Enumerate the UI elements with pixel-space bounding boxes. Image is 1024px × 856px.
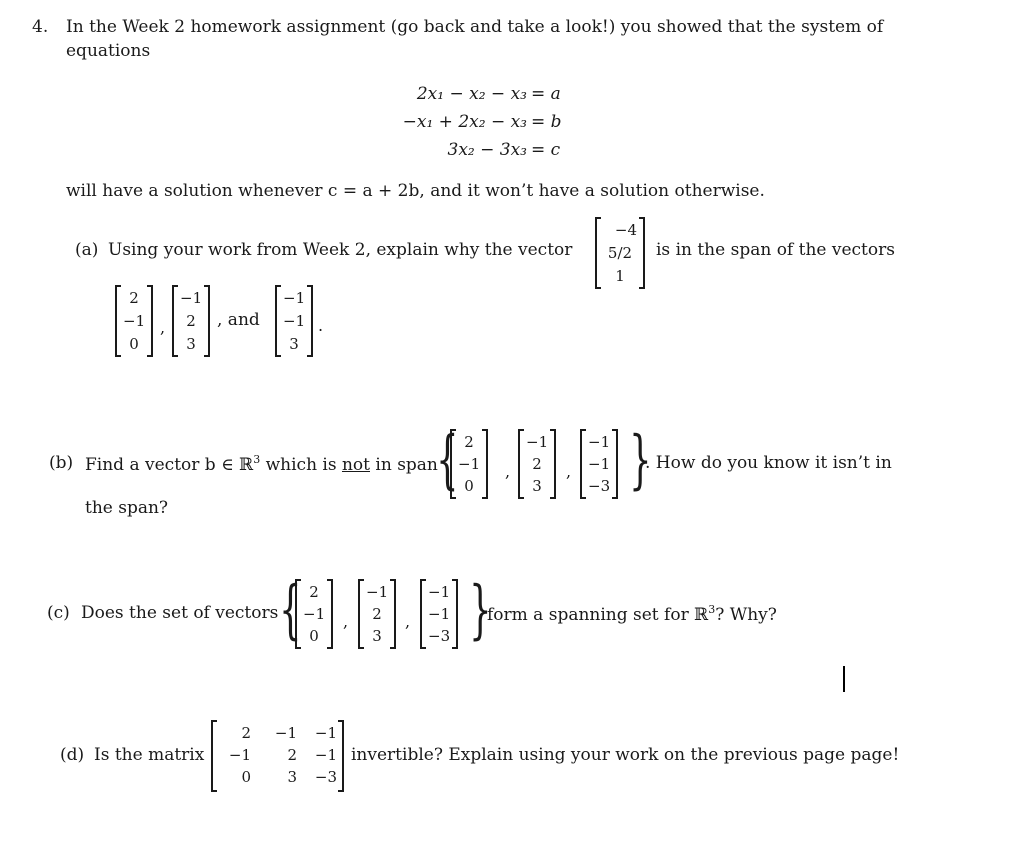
- vector-entry: 3: [186, 335, 196, 353]
- problem-intro-line1: In the Week 2 homework assignment (go back and take a look!) you showed that the system of: [66, 17, 884, 37]
- vector-entry: −1: [588, 433, 611, 451]
- matrix-entry: 2: [241, 724, 251, 742]
- open-brace: {: [279, 573, 302, 647]
- equation-1-lhs: 2x₁ − x₂ − x₃: [416, 84, 527, 104]
- target-vector-entry: −4: [614, 221, 637, 239]
- part-a-text-after: is in the span of the vectors: [656, 240, 895, 260]
- vector-entry: 3: [289, 335, 299, 353]
- comma: ,: [566, 462, 572, 481]
- c-vector-1: [295, 580, 333, 648]
- part-b-label: (b): [49, 453, 74, 473]
- exponent: 3: [253, 453, 261, 466]
- matrix-entry: 0: [241, 768, 251, 786]
- close-brace: }: [629, 423, 652, 497]
- equation-2-rhs: = b: [531, 112, 562, 132]
- part-a-label: (a): [75, 240, 99, 260]
- vector-entry: 0: [129, 335, 139, 353]
- part-b-text-after: . How do you know it isn’t in: [645, 453, 892, 473]
- part-d-text-before: Is the matrix: [94, 745, 205, 765]
- period: .: [318, 316, 324, 335]
- and-text: , and: [217, 310, 260, 330]
- problem-number: 4.: [32, 17, 49, 37]
- text: ? Why?: [715, 605, 777, 625]
- vector-entry: −1: [526, 433, 549, 451]
- part-d-label: (d): [60, 745, 85, 765]
- c-vector-2: [358, 580, 396, 648]
- matrix-entry: −1: [274, 724, 297, 742]
- target-vector: [595, 218, 645, 288]
- vector-entry: −1: [123, 312, 146, 330]
- equation-1-rhs: = a: [531, 84, 561, 104]
- vector-entry: −3: [588, 477, 611, 495]
- close-brace: }: [469, 573, 492, 647]
- b-vector-1: [450, 430, 488, 498]
- b-vector-3: [580, 430, 618, 498]
- part-c-label: (c): [47, 603, 70, 623]
- open-brace: {: [436, 423, 459, 497]
- vector-entry: −1: [458, 455, 481, 473]
- part-c-text-before: Does the set of vectors: [81, 603, 279, 623]
- vector-entry: −1: [588, 455, 611, 473]
- b-vector-2: [518, 430, 556, 498]
- span-vector-3: [275, 286, 313, 356]
- vector-entry: 2: [372, 605, 382, 623]
- vector-entry: 2: [309, 583, 319, 601]
- vector-entry: 2: [532, 455, 542, 473]
- coefficient-matrix: [211, 721, 344, 791]
- matrix-entry: −3: [314, 768, 337, 786]
- vector-entry: −1: [303, 605, 326, 623]
- matrix-entry: −1: [314, 724, 337, 742]
- part-d-text-after: invertible? Explain using your work on the previous page page!: [351, 745, 900, 765]
- target-vector-entry: 1: [615, 267, 625, 285]
- part-c-text-after: [487, 603, 777, 625]
- vector-entry: 3: [532, 477, 542, 495]
- text: Find a vector b ∈ ℝ: [85, 455, 254, 475]
- part-b-text: [85, 453, 438, 475]
- text-cursor: [843, 666, 845, 692]
- problem-intro-line2: equations: [66, 41, 151, 61]
- matrix-entry: 2: [287, 746, 297, 764]
- vector-entry: −1: [428, 583, 451, 601]
- target-vector-entry: 5/2: [607, 244, 633, 262]
- vector-entry: 2: [129, 289, 139, 307]
- c-vector-3: [420, 580, 458, 648]
- vector-entry: −3: [428, 627, 451, 645]
- matrix-entry: 3: [287, 768, 297, 786]
- vector-entry: 2: [464, 433, 474, 451]
- span-vector-2: [172, 286, 210, 356]
- underlined-not: not: [341, 455, 370, 475]
- comma: ,: [405, 612, 411, 631]
- comma: ,: [160, 318, 166, 337]
- part-a-text-before: Using your work from Week 2, explain why the vector: [108, 240, 573, 260]
- equation-3-lhs: 3x₂ − 3x₃: [447, 140, 527, 160]
- exponent: 3: [708, 603, 716, 616]
- part-b-line2: the span?: [85, 498, 169, 518]
- vector-entry: 0: [309, 627, 319, 645]
- vector-entry: −1: [180, 289, 203, 307]
- equation-2-lhs: −x₁ + 2x₂ − x₃: [402, 112, 527, 132]
- vector-entry: 3: [372, 627, 382, 645]
- span-vector-1: [115, 286, 153, 356]
- problem-conclusion: will have a solution whenever c = a + 2b, and it won’t have a solution otherwise.: [66, 181, 765, 201]
- comma: ,: [343, 612, 349, 631]
- vector-entry: −1: [283, 289, 306, 307]
- vector-entry: −1: [366, 583, 389, 601]
- vector-entry: 0: [464, 477, 474, 495]
- equation-3-rhs: = c: [531, 140, 561, 160]
- matrix-entry: −1: [314, 746, 337, 764]
- vector-entry: −1: [283, 312, 306, 330]
- matrix-entry: −1: [228, 746, 251, 764]
- text: form a spanning set for ℝ: [487, 605, 709, 625]
- comma: ,: [505, 462, 511, 481]
- vector-entry: −1: [428, 605, 451, 623]
- vector-entry: 2: [186, 312, 196, 330]
- text: in span: [370, 455, 438, 475]
- text: which is: [260, 455, 342, 475]
